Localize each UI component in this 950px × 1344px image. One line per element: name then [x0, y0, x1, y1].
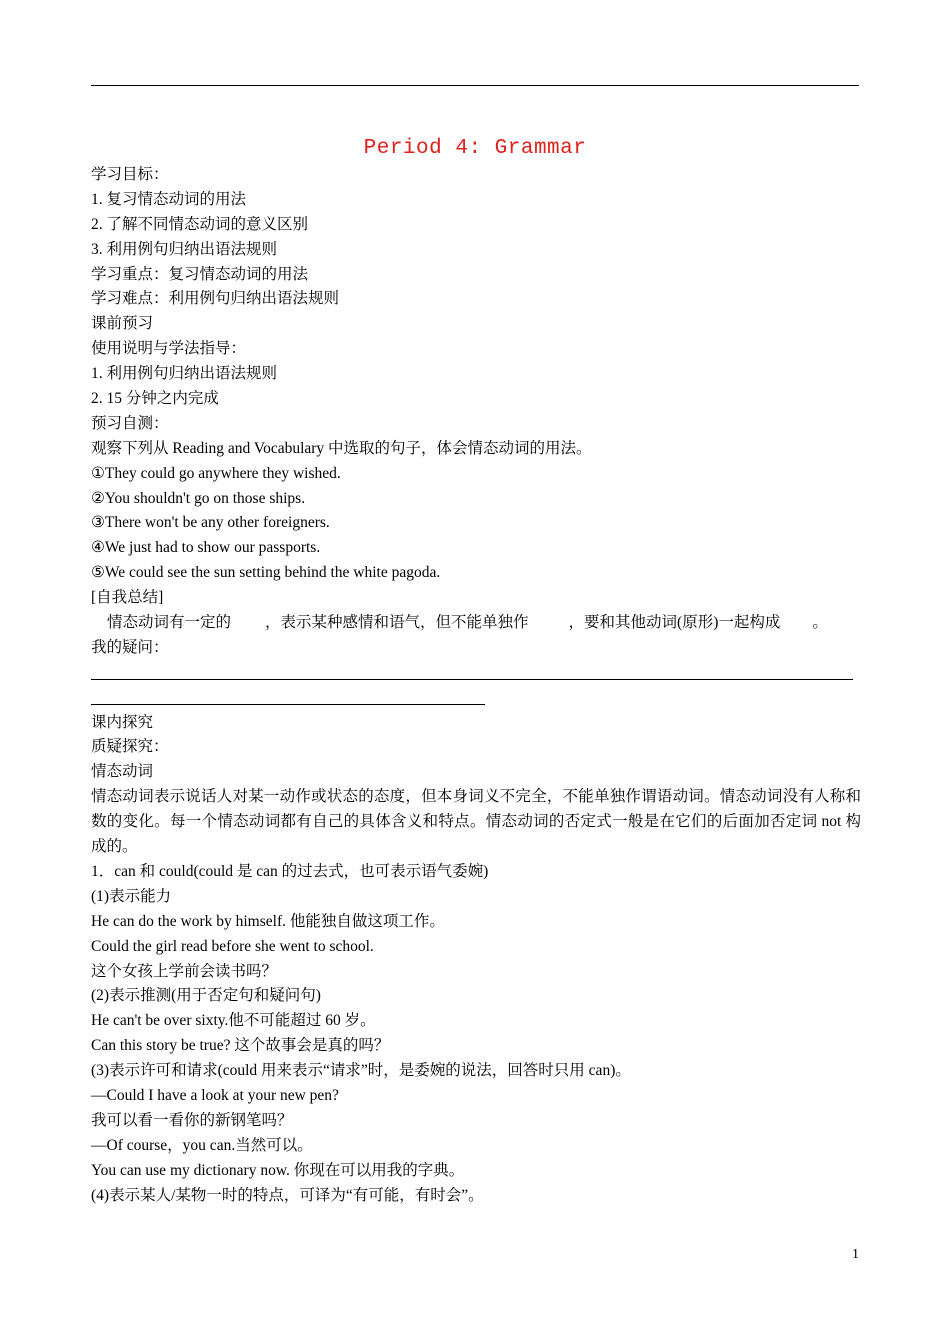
usage-heading: (2)表示推测(用于否定句和疑问句)	[91, 987, 321, 1005]
intro-paragraph: 情态动词表示说话人对某一动作或状态的态度，但本身词义不完全，不能单独作谓语动词。情态动词没有人称和数的变化。每一个情态动词都有自己的具体含义和特点。情态动词的否定式一般是在它们的后面加否定词 not 构成的。	[91, 788, 861, 856]
example-sentence: —Of course，you can.当然可以。	[91, 1136, 313, 1154]
translation: 我可以看一看你的新钢笔吗？	[91, 1111, 293, 1129]
section-heading: 课前预习	[91, 315, 154, 333]
example-sentence: Can this story be true? 这个故事会是真的吗？	[91, 1037, 390, 1055]
inquiry-heading: 质疑探究：	[91, 738, 169, 756]
instruction-item: 2. 15 分钟之内完成	[91, 390, 219, 408]
example-sentence: ①They could go anywhere they wished.	[91, 464, 341, 482]
objective-item: 1. 复习情态动词的用法	[91, 190, 247, 208]
usage-heading: (4)表示某人/某物一时的特点，可译为“有可能，有时会”。	[91, 1186, 484, 1204]
objective-item: 3. 利用例句归纳出语法规则	[91, 240, 278, 258]
difficult-point: 学习难点：利用例句归纳出语法规则	[91, 290, 340, 308]
summary-text: 。	[812, 614, 828, 632]
summary-text: 情态动词有一定的	[107, 614, 232, 632]
summary-text: ，表示某种感情和语气，但不能单独作	[265, 614, 529, 632]
page-number: 1	[852, 1247, 859, 1262]
example-sentence: He can't be over sixty.他不可能超过 60 岁。	[91, 1012, 376, 1030]
answer-line[interactable]	[91, 661, 861, 686]
topic-heading: 情态动词	[91, 763, 154, 781]
usage-heading: (1)表示能力	[91, 887, 172, 905]
example-sentence: You can use my dictionary now. 你现在可以用我的字典。	[91, 1161, 465, 1179]
key-point: 学习重点：复习情态动词的用法	[91, 265, 309, 283]
objective-item: 2. 了解不同情态动词的意义区别	[91, 215, 309, 233]
translation: 这个女孩上学前会读书吗？	[91, 962, 278, 980]
example-sentence: —Could I have a look at your new pen?	[91, 1087, 339, 1104]
instruction-item: 1. 利用例句归纳出语法规则	[91, 365, 278, 383]
summary-text: ，要和其他动词(原形)一起构成	[568, 614, 781, 632]
example-sentence: Could the girl read before she went to school.	[91, 937, 374, 955]
example-sentence: ③There won't be any other foreigners.	[91, 514, 330, 532]
page-title: Period 4: Grammar	[363, 137, 587, 160]
example-sentence: ⑤We could see the sun setting behind the white pagoda.	[91, 564, 441, 582]
subsection-heading: 1．can 和 could(could 是 can 的过去式，也可表示语气委婉)	[91, 862, 489, 880]
instructions-heading: 使用说明与学法指导：	[91, 340, 247, 358]
document-body	[91, 163, 861, 1208]
example-sentence: ②You shouldn't go on those ships.	[91, 489, 306, 507]
example-sentence: ④We just had to show our passports.	[91, 539, 321, 557]
self-test-heading: 预习自测：	[91, 414, 169, 432]
objectives-heading: 学习目标：	[91, 166, 169, 183]
example-sentence: He can do the work by himself. 他能独自做这项工作。	[91, 912, 445, 930]
usage-heading: (3)表示许可和请求(could 用来表示“请求”时，是委婉的说法，回答时只用 can)。	[91, 1062, 631, 1080]
answer-line[interactable]	[91, 686, 861, 711]
header-rule	[91, 85, 859, 86]
summary-fill-in	[91, 611, 861, 636]
self-test-instruction: 观察下列从 Reading and Vocabulary 中选取的句子，体会情态动词的用法。	[91, 439, 592, 457]
questions-heading: 我的疑问：	[91, 638, 169, 656]
summary-heading: [自我总结]	[91, 589, 164, 607]
section-heading: 课内探究	[91, 713, 154, 731]
